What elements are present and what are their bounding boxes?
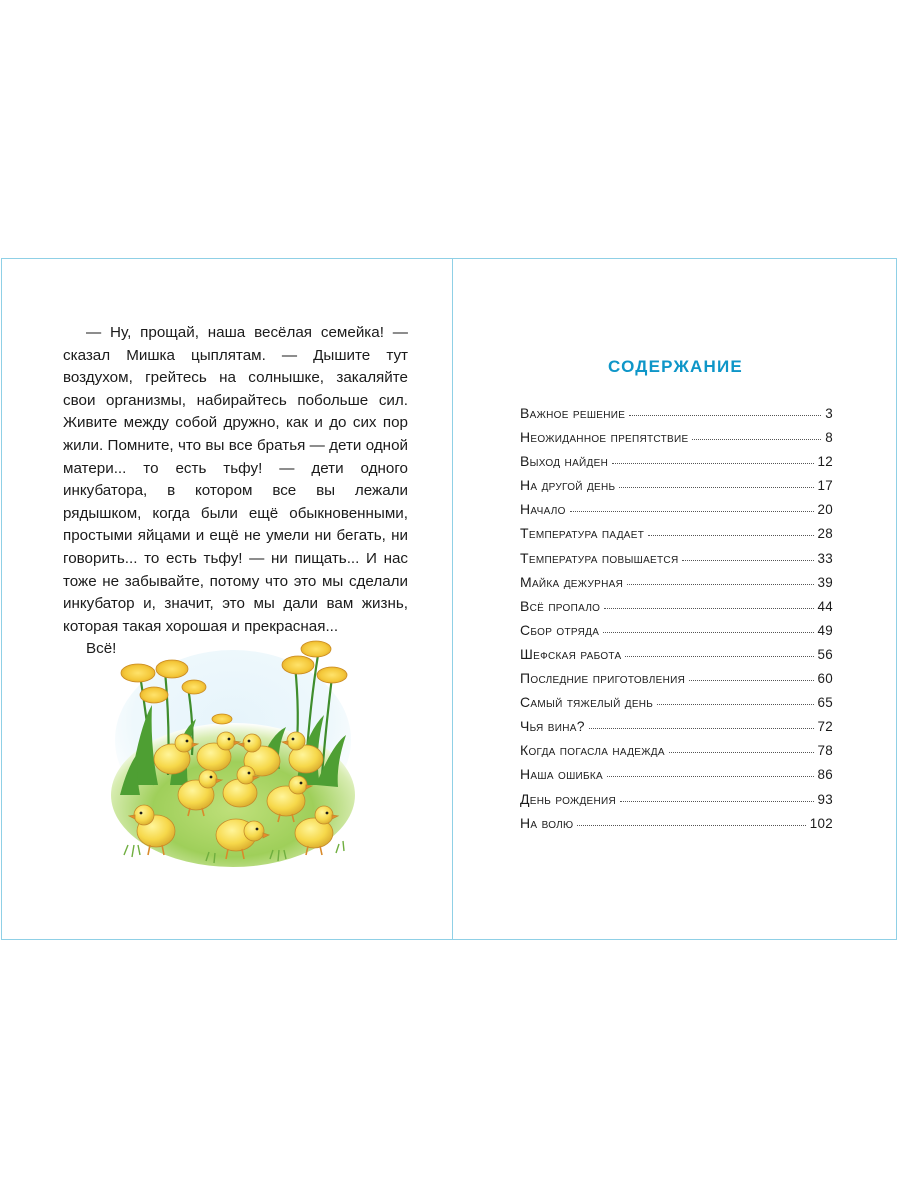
toc-entry-page: 60 (817, 671, 833, 687)
story-text (63, 322, 408, 661)
toc-entry-title: Температура повышается (520, 549, 679, 566)
toc-entry (520, 525, 833, 549)
toc-title: СОДЕРЖАНИЕ (608, 357, 743, 376)
toc-leader-dots (657, 704, 813, 705)
toc-leader-dots (619, 487, 813, 488)
toc-entry-page: 28 (817, 526, 833, 542)
toc-leader-dots (604, 608, 813, 609)
toc-entry (520, 477, 833, 501)
toc-entry-page: 93 (817, 791, 833, 807)
toc-entry-title: Температура падает (520, 525, 645, 542)
toc-entry (520, 622, 833, 646)
toc-entry (520, 501, 833, 525)
toc-entry (520, 718, 833, 742)
toc-entry-title: Важное решение (520, 405, 626, 421)
toc-entry-title: Выход найден (520, 453, 609, 470)
toc-entry-title: Самый тяжелый день (520, 694, 654, 711)
toc-entry-page: 56 (817, 646, 833, 662)
toc-leader-dots (577, 825, 805, 826)
toc-entry-page: 39 (817, 574, 833, 590)
toc-entry-page: 72 (817, 719, 833, 735)
toc-leader-dots (603, 632, 813, 633)
toc-entry (520, 429, 833, 453)
toc-leader-dots (607, 776, 814, 777)
toc-entry (520, 405, 833, 429)
story-paragraph: Всё! (86, 640, 117, 658)
toc-leader-dots (629, 415, 821, 416)
toc-leader-dots (612, 463, 813, 464)
toc-entry-page: 86 (817, 767, 833, 783)
toc-leader-dots (648, 535, 813, 536)
toc-leader-dots (692, 439, 821, 440)
toc-entry-title: Последние приготовления (520, 670, 686, 687)
toc-entry (520, 766, 833, 790)
toc-entry (520, 453, 833, 477)
toc-entry-page: 102 (809, 815, 833, 831)
toc-entry-page: 8 (825, 430, 833, 446)
story-paragraph: — Ну, прощай, наша весёлая семейка! — сказал Мишка цыплятам. — Дышите тут воздухом, грейтесь на солнышке, закаляйте свои организмы, набирайтесь побольше сил. Живите между собой дружно, как и до сих пор жили. Помните, что вы все братья — дети одной матери... то есть тьфу! — дети одного инкубатора, в котором все вы лежали рядышком, когда были ещё обыкновенными, простыми яйцами и ещё не умели ни бегать, ни говорить... то есть тьфу! — ни пищать... И нас тоже не забывайте, потому что это мы сделали инкубатор и, значит, это мы дали вам жизнь, которая такая хорошая и прекрасная... (63, 324, 408, 635)
toc-entry-page: 17 (817, 478, 833, 494)
toc-leader-dots (570, 511, 814, 512)
toc-entry (520, 742, 833, 766)
toc-entry-page: 44 (817, 598, 833, 614)
toc-entry-page: 12 (817, 454, 833, 470)
toc-entry-page: 65 (817, 695, 833, 711)
toc-entry (520, 550, 833, 574)
toc-entry-title: Начало (520, 501, 566, 518)
right-page (453, 259, 898, 939)
toc-entry-title: На другой день (520, 477, 616, 494)
left-page (2, 259, 452, 939)
toc-entry-page: 3 (825, 406, 833, 421)
toc-leader-dots (625, 656, 813, 657)
toc-entry (520, 598, 833, 622)
toc-entry-title: Неожиданное препятствие (520, 429, 689, 446)
toc-entry (520, 815, 833, 839)
toc-entry-title: День рождения (520, 790, 617, 807)
toc-entry-title: Майка дежурная (520, 573, 624, 590)
toc-entry-page: 49 (817, 622, 833, 638)
toc-leader-dots (589, 728, 814, 729)
book-spread (1, 258, 897, 940)
toc-entry-title: Наша ошибка (520, 766, 603, 783)
toc-entry-title: Сбор отряда (520, 621, 600, 638)
toc-leader-dots (689, 680, 813, 681)
toc-entry (520, 670, 833, 694)
toc-leader-dots (620, 801, 813, 802)
toc-entry-page: 20 (817, 502, 833, 518)
toc-entry-title: На волю (520, 814, 574, 831)
toc-leader-dots (682, 560, 813, 561)
table-of-contents (520, 405, 833, 839)
toc-entry-page: 33 (817, 550, 833, 566)
toc-entry-title: Шефская работа (520, 645, 622, 662)
toc-entry (520, 574, 833, 598)
toc-entry-title: Всё пропало (520, 597, 601, 614)
toc-entry-title: Когда погасла надежда (520, 742, 665, 759)
toc-entry (520, 694, 833, 718)
toc-leader-dots (627, 584, 813, 585)
toc-entry-page: 78 (817, 743, 833, 759)
toc-entry-title: Чья вина? (520, 718, 585, 735)
toc-entry (520, 646, 833, 670)
toc-entry (520, 791, 833, 815)
chicks-dandelions-illustration (110, 635, 356, 871)
toc-leader-dots (669, 752, 814, 753)
